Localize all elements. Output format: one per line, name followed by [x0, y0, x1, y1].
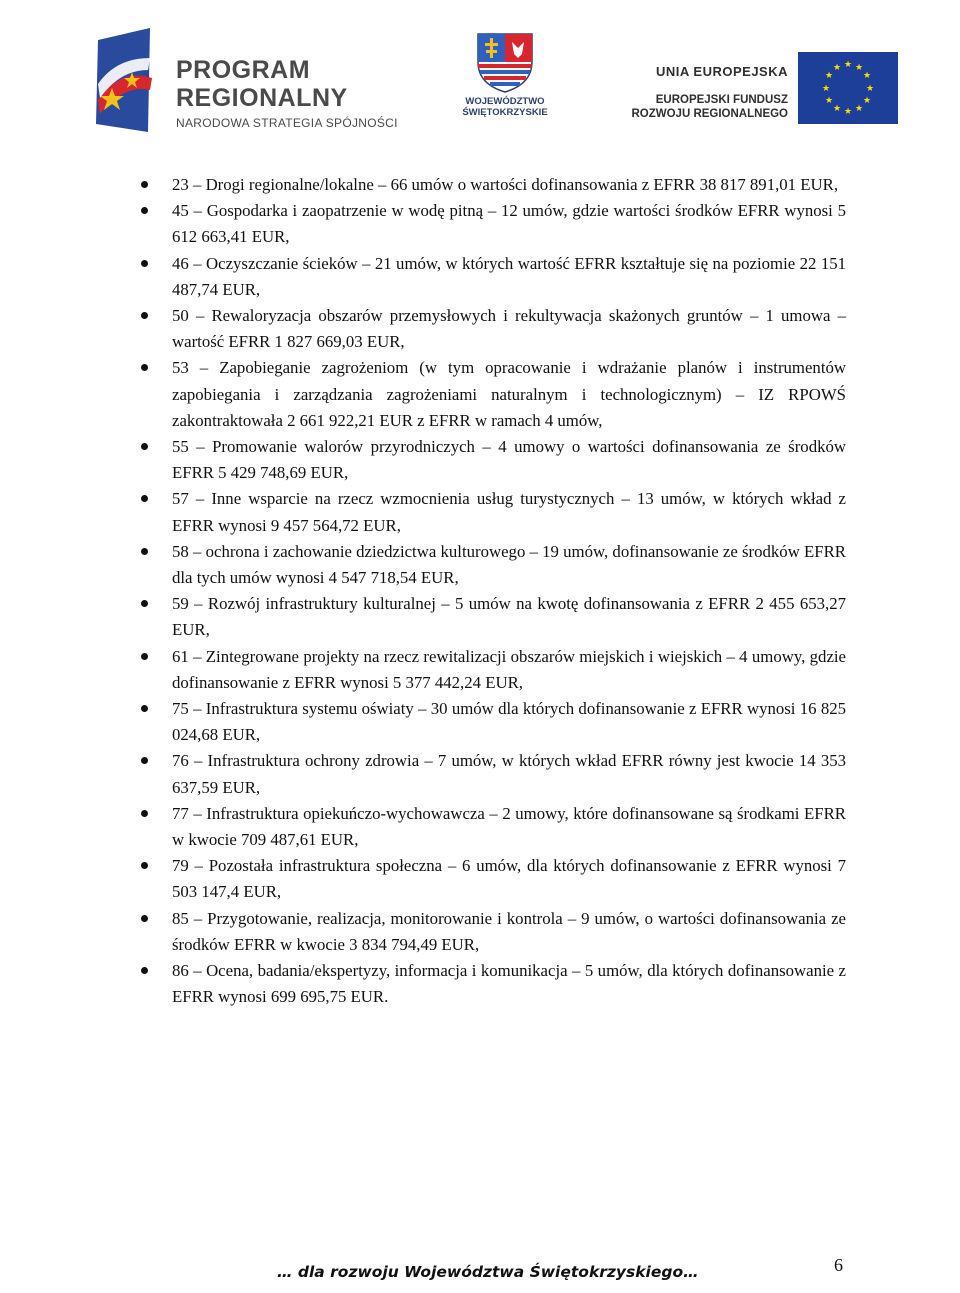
wojewodztwo-line2: ŚWIĘTOKRZYSKIE: [462, 107, 548, 118]
bullet-icon: [141, 548, 148, 555]
list-item-text: 23 – Drogi regionalne/lokalne – 66 umów o wartości dofinansowania z EFRR 38 817 891,01 EUR,: [172, 175, 839, 194]
bullet-icon: [141, 443, 148, 450]
program-title-line2: REGIONALNY: [176, 84, 348, 112]
coat-of-arms-icon: [476, 32, 534, 94]
bullet-icon: [141, 495, 148, 502]
list-item: [140, 696, 846, 748]
list-item-text: 79 – Pozostała infrastruktura społeczna – 6 umów, dla których dofinansowanie z EFRR wynosi 7 503 147,4 EUR,: [172, 856, 846, 902]
svg-text:★: ★: [832, 63, 842, 73]
bullet-icon: [141, 600, 148, 607]
list-item: [140, 251, 846, 303]
page-header: [0, 0, 960, 150]
svg-text:★: ★: [821, 84, 831, 94]
page-footer: [0, 1255, 960, 1285]
category-list: [140, 172, 846, 1011]
list-item: [140, 906, 846, 958]
svg-text:★: ★: [824, 71, 834, 81]
svg-text:★: ★: [843, 60, 853, 70]
list-item-text: 86 – Ocena, badania/ekspertyzy, informacja i komunikacja – 5 umów, dla których dofinansowanie z EFRR wynosi 699 695,75 EUR.: [172, 961, 846, 1007]
ue-fund-line2: ROZWOJU REGIONALNEGO: [631, 108, 788, 120]
svg-text:★: ★: [854, 63, 864, 73]
svg-text:★: ★: [865, 84, 875, 94]
bullet-icon: [141, 364, 148, 371]
footer-slogan: … dla rozwoju Województwa Świętokrzyskiego…: [277, 1263, 699, 1281]
svg-text:★: ★: [843, 107, 853, 117]
list-item: [140, 434, 846, 486]
bullet-icon: [141, 207, 148, 214]
list-item: [140, 172, 846, 198]
list-item-text: 57 – Inne wsparcie na rzecz wzmocnienia usług turystycznych – 13 umów, w których wkład z EFRR wynosi 9 457 564,72 EUR,: [172, 489, 846, 535]
list-item-text: 77 – Infrastruktura opiekuńczo-wychowawcza – 2 umowy, które dofinansowane są środkami EFRR w kwocie 709 487,61 EUR,: [172, 803, 846, 850]
list-item: [140, 644, 846, 696]
list-item-text: 59 – Rozwój infrastruktury kulturalnej – 5 umów na kwotę dofinansowania z EFRR 2 455 653,27 EUR,: [172, 594, 846, 640]
list-item: [140, 539, 846, 591]
main-content: [140, 172, 846, 1011]
list-item-text: 45 – Gospodarka i zaopatrzenie w wodę pitną – 12 umów, gdzie wartości środków EFRR wynosi 5 612 663,41 EUR,: [172, 201, 846, 247]
list-item-text: 75 – Infrastruktura systemu oświaty – 30 umów dla których dofinansowanie z EFRR wynosi 16 825 024,68 EUR,: [172, 699, 846, 745]
program-subtitle: NARODOWA STRATEGIA SPÓJNOŚCI: [176, 116, 398, 130]
list-item: [140, 486, 846, 538]
program-regionalny-logo: [90, 28, 420, 138]
svg-text:★: ★: [824, 96, 834, 106]
list-item: [140, 958, 846, 1010]
list-item: [140, 303, 846, 355]
bullet-icon: [141, 810, 148, 817]
list-item: [140, 853, 846, 905]
ue-fund-line1: EUROPEJSKI FUNDUSZ: [655, 94, 788, 106]
list-item-text: 46 – Oczyszczanie ścieków – 21 umów, w których wartość EFRR kształtuje się na poziomie 22 151 487,74 EUR,: [172, 253, 846, 299]
list-item-text: 50 – Rewaloryzacja obszarów przemysłowych i rekultywacja skażonych gruntów – 1 umowa – wartość EFRR 1 827 669,03 EUR,: [172, 306, 846, 352]
list-item-text: 58 – ochrona i zachowanie dziedzictwa kulturowego – 19 umów, dofinansowanie ze środków EFRR dla tych umów wynosi 4 547 718,54 EUR,: [172, 541, 846, 588]
ue-title: UNIA EUROPEJSKA: [656, 64, 788, 79]
list-item: [140, 591, 846, 643]
list-item: [140, 355, 846, 434]
program-title-line1: PROGRAM: [176, 56, 311, 84]
svg-text:★: ★: [832, 104, 842, 114]
svg-text:★: ★: [854, 104, 864, 114]
bullet-icon: [141, 967, 148, 974]
list-item: [140, 748, 846, 800]
eu-logo: [630, 52, 910, 142]
list-item-text: 85 – Przygotowanie, realizacja, monitorowanie i kontrola – 9 umów, o wartości dofinansowania ze środków EFRR w kwocie 3 834 794,49 EUR,: [172, 908, 846, 954]
wojewodztwo-line1: WOJEWÓDZTWO: [465, 96, 545, 107]
program-regionalny-emblem-icon: [90, 28, 170, 133]
wojewodztwo-logo: [460, 32, 550, 132]
bullet-icon: [141, 862, 148, 869]
list-item-text: 61 – Zintegrowane projekty na rzecz rewitalizacji obszarów miejskich i wiejskich – 4 umowy, gdzie dofinansowanie z EFRR wynosi 5 377 442,24 EUR,: [172, 646, 846, 692]
svg-text:★: ★: [862, 96, 872, 106]
bullet-icon: [141, 260, 148, 267]
bullet-icon: [141, 705, 148, 712]
list-item: [140, 801, 846, 853]
list-item: [140, 198, 846, 250]
list-item-text: 55 – Promowanie walorów przyrodniczych – 4 umowy o wartości dofinansowania ze środków EFRR 5 429 748,69 EUR,: [172, 437, 846, 483]
bullet-icon: [141, 915, 148, 922]
svg-text:★: ★: [862, 71, 872, 81]
bullet-icon: [141, 312, 148, 319]
page-number: 6: [834, 1255, 843, 1275]
list-item-text: 76 – Infrastruktura ochrony zdrowia – 7 umów, w których wkład EFRR równy jest kwocie 14 353 637,59 EUR,: [172, 751, 846, 797]
bullet-icon: [141, 757, 148, 764]
bullet-icon: [141, 181, 148, 188]
eu-flag-icon: [798, 52, 898, 124]
list-item-text: 53 – Zapobieganie zagrożeniom (w tym opracowanie i wdrażanie planów i instrumentów zapobiegania i zarządzania zagrożeniami naturalnym i technologicznym) – IZ RPOWŚ zakontraktowała 2 661 922,21 EUR z EFRR w ramach 4 umów,: [172, 358, 846, 430]
bullet-icon: [141, 653, 148, 660]
